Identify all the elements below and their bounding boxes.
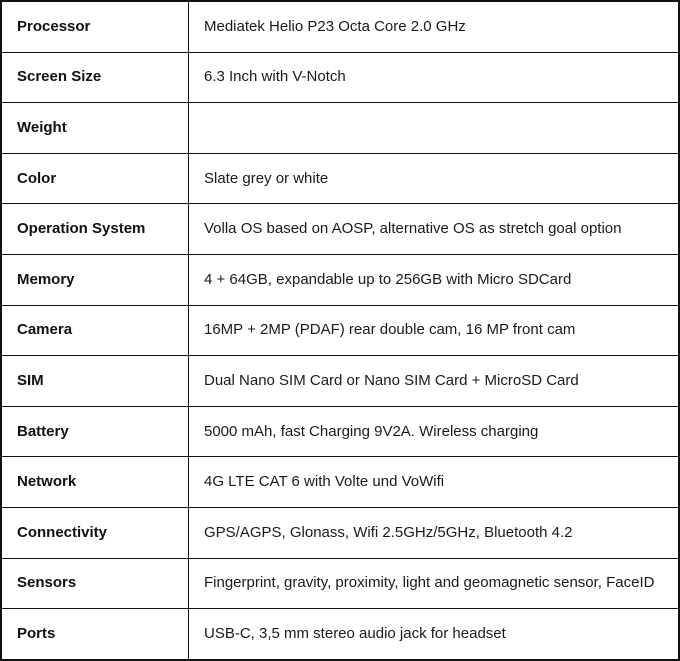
spec-value: USB-C, 3,5 mm stereo audio jack for headset — [189, 609, 680, 660]
table-row — [1, 153, 679, 204]
spec-label: SIM — [1, 356, 189, 407]
spec-label: Memory — [1, 254, 189, 305]
spec-label: Processor — [1, 1, 189, 52]
spec-label: Ports — [1, 609, 189, 660]
spec-value: Volla OS based on AOSP, alternative OS as stretch goal option — [189, 204, 680, 255]
spec-table-body — [1, 1, 679, 660]
spec-value — [189, 103, 680, 154]
spec-label: Weight — [1, 103, 189, 154]
table-row — [1, 507, 679, 558]
spec-value: Dual Nano SIM Card or Nano SIM Card + MicroSD Card — [189, 356, 680, 407]
table-row — [1, 305, 679, 356]
table-row — [1, 558, 679, 609]
table-row — [1, 406, 679, 457]
spec-label: Screen Size — [1, 52, 189, 103]
spec-value: Fingerprint, gravity, proximity, light and geomagnetic sensor, FaceID — [189, 558, 680, 609]
spec-value: Mediatek Helio P23 Octa Core 2.0 GHz — [189, 1, 680, 52]
spec-value: 4 + 64GB, expandable up to 256GB with Micro SDCard — [189, 254, 680, 305]
spec-label: Sensors — [1, 558, 189, 609]
spec-value: GPS/AGPS, Glonass, Wifi 2.5GHz/5GHz, Bluetooth 4.2 — [189, 507, 680, 558]
table-row — [1, 254, 679, 305]
spec-label: Network — [1, 457, 189, 508]
spec-value: Slate grey or white — [189, 153, 680, 204]
table-row — [1, 52, 679, 103]
spec-label: Color — [1, 153, 189, 204]
table-row — [1, 457, 679, 508]
spec-value: 5000 mAh, fast Charging 9V2A. Wireless charging — [189, 406, 680, 457]
spec-label: Connectivity — [1, 507, 189, 558]
table-row — [1, 103, 679, 154]
spec-value: 4G LTE CAT 6 with Volte und VoWifi — [189, 457, 680, 508]
spec-label: Operation System — [1, 204, 189, 255]
table-row — [1, 204, 679, 255]
table-row — [1, 609, 679, 660]
spec-value: 16MP + 2MP (PDAF) rear double cam, 16 MP front cam — [189, 305, 680, 356]
spec-value: 6.3 Inch with V-Notch — [189, 52, 680, 103]
spec-label: Camera — [1, 305, 189, 356]
spec-label: Battery — [1, 406, 189, 457]
table-row — [1, 1, 679, 52]
table-row — [1, 356, 679, 407]
